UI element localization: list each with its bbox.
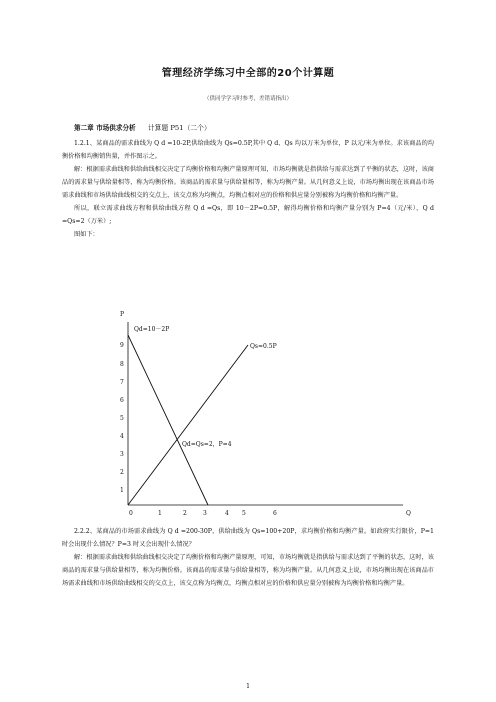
x-tick-labels [129,510,277,517]
x-tick-4: 4 [225,510,229,517]
problem-2-question: 2.2.2、某商品的市场需求曲线为 Q d =200-30P，供给曲线为 Qs=100+20P，求均衡价格和均衡产量。如政府实行限价，P=1 时会出现什么情况？P=3 时又会出现什么情况？ [62,528,434,548]
y-tick-9: 9 [120,342,124,349]
supply-curve-label: Qs=0.5P [250,343,277,350]
problem-2-answer-paragraph: 解：根据需求曲线和供给曲线相交决定了均衡价格和均衡产量原理，可知，市场均衡就是指供给与需求达到了平衡的状态，这时，该商品的需求量与供给量相等，称为均衡价格。该商品的需求量与供给量相等，称为均衡产量。从几何意义上说，市场均衡出现在该商品市场需求曲线和市场供给曲线相交的交点上，该交点称为均衡点，均衡点相对应的价格和供应量分别被称为均衡价格和均衡产量。 [62,554,434,587]
figure-caption: 图如下： [74,231,99,238]
x-tick-5: 5 [242,510,246,517]
y-tick-7: 7 [120,379,124,386]
problem-1-solution-paragraph: 所以，联立需求曲线方程和供给曲线方程 Q d =Qs，即 10－2P=0.5P，解得均衡价格和均衡产量分别为 P=4（元/米），Q d =Qs=2（万米）; [62,205,434,225]
page-number: 1 [246,683,250,690]
y-axis-label: P [120,311,125,318]
y-tick-1: 1 [120,487,124,494]
demand-curve [128,335,208,505]
problem-2-block [62,525,434,590]
equilibrium-label: Qd=Qs=2，P=4 [182,441,232,448]
x-tick-3: 3 [203,510,207,517]
y-tick-3: 3 [120,451,124,458]
chapter-note: 计算题 P51（二个） [147,124,211,132]
x-tick-0: 0 [129,510,133,517]
y-tick-labels [120,342,124,494]
demand-curve-label: Qd=10－2P [134,326,170,333]
problem-1-answer-paragraph: 解：根据需求曲线和供给曲线相交决定了均衡价格和均衡产量原理可知，市场均衡就是指供给与需求达到了平衡的状态，这时，该商品的需求量与供给量相等，称为均衡价格。该商品的需求量与供给量相等，称为均衡产量。从几何意义上说，市场均衡出现在该商品市场需求曲线和市场供给曲线相交的交点上，该交点称为均衡点，均衡点相对应的价格和供应量分别被称为均衡价格和均衡产量。 [62,166,434,199]
problem-1-question: 1.2.1、某商品的需求曲线为 Q d =10-2P,供给曲线为 Qs=0.5P,其中 Q d、Qs 均以万米为单位，P 以元/米为单位。求该商品的均衡价格和均衡销售量，并作图示之。 [62,140,434,160]
document-title: 管理经济学练习中全部的20个计算题 [161,68,335,79]
y-tick-8: 8 [120,361,124,368]
y-tick-4: 4 [120,433,124,440]
y-tick-2: 2 [120,469,124,476]
x-axis-label: Q [406,510,411,517]
x-tick-1: 1 [158,510,162,517]
y-tick-5: 5 [120,415,124,422]
chapter-heading: 第二章 市场供求分析 [74,124,136,132]
x-tick-6: 6 [273,510,277,517]
x-tick-2: 2 [183,510,187,517]
document-subtitle: （供同学学习时参考，差错请指出） [203,96,292,102]
supply-curve [128,345,248,505]
y-tick-6: 6 [120,397,124,404]
